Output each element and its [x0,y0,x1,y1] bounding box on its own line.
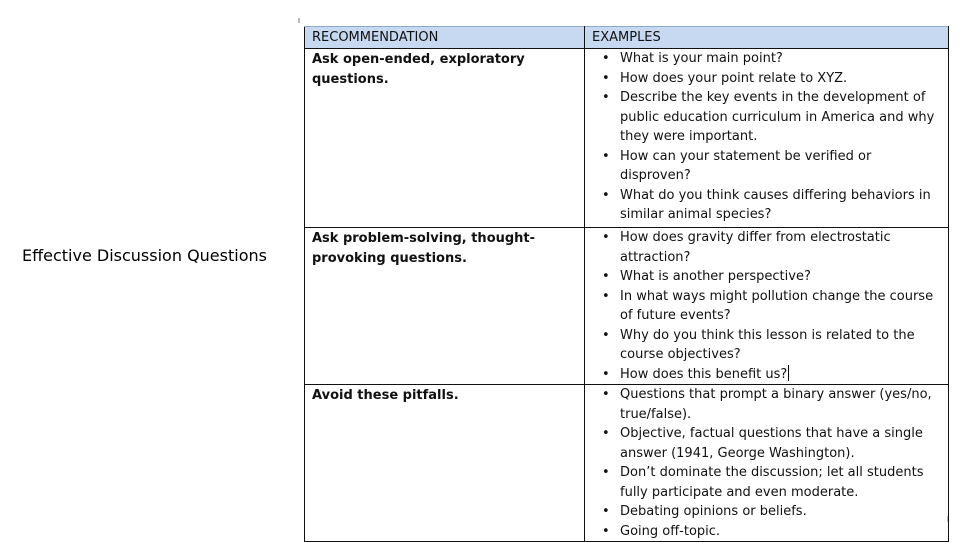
list-item: • In what ways might pollution change the course of future events? [594,287,942,326]
table-header-row [305,27,949,49]
recommendation-text: Ask open-ended, exploratory questions. [312,52,525,87]
list-item: • Questions that prompt a binary answer (yes/no, true/false). [594,385,942,424]
header-examples: EXAMPLES [585,27,949,49]
examples-list [592,385,942,541]
list-item: • How can your statement be verified or disproven? [594,147,942,186]
examples-list [592,49,942,225]
recommendation-cell [305,49,585,228]
list-item: • Don’t dominate the discussion; let all students fully participate and even moderate. [594,463,942,502]
corner-mark-top [298,18,300,23]
examples-list [592,228,942,384]
list-item: • Debating opinions or beliefs. [594,502,942,522]
recommendations-table [304,26,949,542]
recommendation-text: Avoid these pitfalls. [312,388,459,403]
table-row [305,385,949,542]
list-item: • Describe the key events in the development of public education curriculum in America and why they were important. [594,88,942,147]
table-row [305,228,949,385]
list-item: • Objective, factual questions that have a single answer (1941, George Washington). [594,424,942,463]
list-item-with-cursor [594,365,942,385]
list-item: • What is another perspective? [594,267,942,287]
recommendation-cell [305,228,585,385]
header-recommendation: RECOMMENDATION [305,27,585,49]
examples-cell [585,228,949,385]
list-item: • How does your point relate to XYZ. [594,69,942,89]
list-item: • What is your main point? [594,49,942,69]
list-item: • How does gravity differ from electrostatic attraction? [594,228,942,267]
table-row [305,49,949,228]
list-item: • Going off-topic. [594,522,942,542]
list-item: • What do you think causes differing behaviors in similar animal species? [594,186,942,225]
examples-cell [585,49,949,228]
text-cursor [788,365,789,381]
recommendation-text: Ask problem-solving, thought-provoking questions. [312,231,536,266]
slide-title: Effective Discussion Questions [22,246,267,265]
list-item-text: How does this benefit us? [620,366,788,382]
list-item: • Why do you think this lesson is related to the course objectives? [594,326,942,365]
recommendation-cell [305,385,585,542]
examples-cell [585,385,949,542]
